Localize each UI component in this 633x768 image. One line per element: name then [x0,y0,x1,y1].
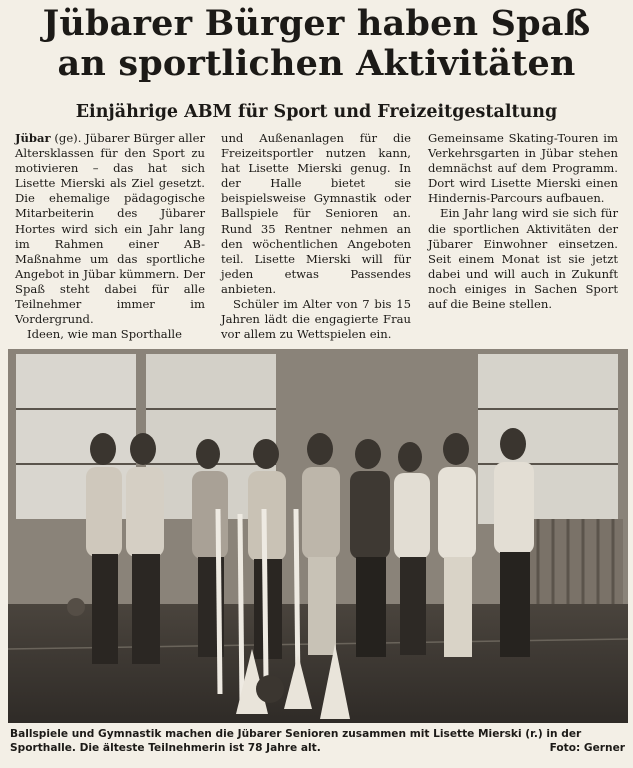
paragraph: und Außenanlagen für die Freizeitsportler nutzen kann, hat Lisette Mierski genug. In der Halle bietet sie beispielsweise Gymnastik oder Ballspiele für Senioren an. Rund 35 Rentner nehmen an den wöchentlichen Angeboten teil. Lisette Mierski will für jeden etwas Passendes anbieten. [221,131,411,296]
paragraph: Schüler im Alter von 7 bis 15 Jahren lädt die engagierte Frau vor allem zu Wettspielen ein. [221,297,411,342]
paragraph [15,131,205,327]
paragraph-text: (ge). Jübarer Bürger aller Altersklassen für den Sport zu motivieren – das hat sich Lisette Mierski als Ziel gesetzt. Die ehemalige pädagogische Mitarbeiterin des Jübarer Hortes wird sich ein Jahr lang im Rahmen einer AB-Maßnahme um das sportliche Angebot in Jübar kümmern. Der Spaß steht dabei für alle Teilnehmer immer im Vordergrund. [15,131,205,327]
article-photo [8,349,628,723]
subheadline: Einjährige ABM für Sport und Freizeitgestaltung [75,102,558,122]
article-column-3 [428,131,618,312]
headline-line-2: an sportlichen Aktivitäten [57,43,576,84]
paragraph: Ideen, wie man Sporthalle [27,327,182,342]
headline-line-1: Jübarer Bürger haben Spaß [42,3,591,44]
article-column-1 [15,131,205,342]
headline [0,4,633,84]
dateline: Jübar [15,131,51,145]
paragraph: Ein Jahr lang wird sie sich für die sportlichen Aktivitäten der Jübarer Einwohner einsetzen. Seit einem Monat ist sie jetzt dabei und will auch in Zukunft noch einiges in Sachen Sport auf die Beine stellen. [428,206,618,312]
photo-caption: Ballspiele und Gymnastik machen die Jübarer Senioren zusammen mit Lisette Mierski (r.) in der Sporthalle. Die älteste Teilnehmerin ist 78 Jahre alt. [10,728,582,754]
photo-credit: Foto: Gerner [549,742,625,754]
article-column-2 [221,131,411,342]
paragraph: Gemeinsame Skating-Touren im Verkehrsgarten in Jübar stehen demnächst auf dem Programm. Dort wird Lisette Mierski einen Hindernis-Parcours aufbauen. [428,131,618,206]
